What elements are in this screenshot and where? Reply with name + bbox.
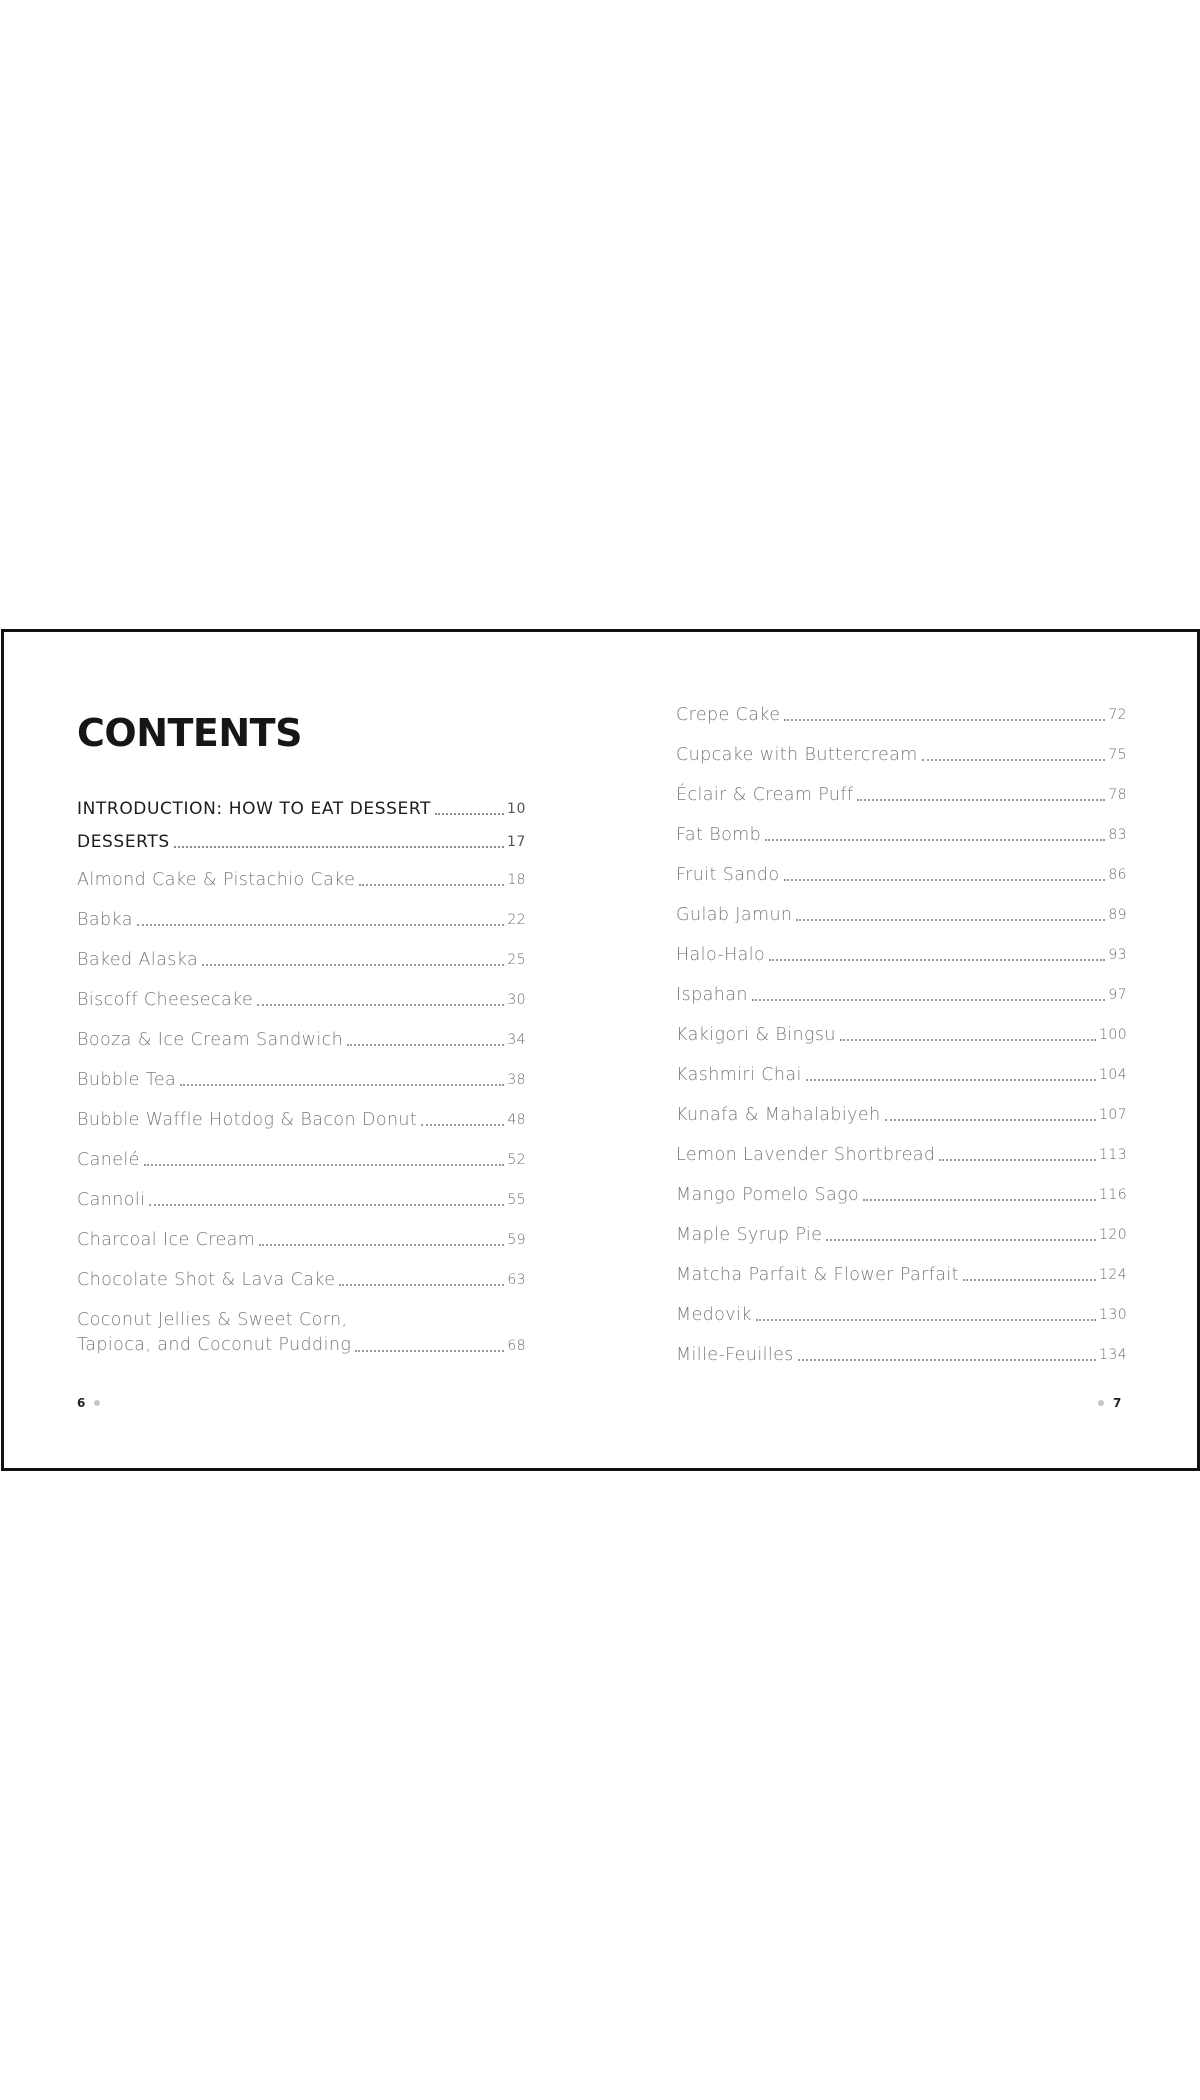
toc-entry[interactable] <box>77 948 526 972</box>
toc-entry-page-number: 93 <box>1108 947 1127 963</box>
toc-dot-leader <box>796 919 1105 921</box>
toc-dot-leader <box>339 1284 504 1286</box>
toc-dot-leader <box>765 839 1105 841</box>
toc-entry[interactable] <box>77 1268 526 1292</box>
toc-entry-page-number: 30 <box>507 992 526 1008</box>
toc-entry-page-number: 68 <box>507 1338 526 1354</box>
toc-entry[interactable] <box>676 1023 1127 1047</box>
toc-dot-leader <box>137 924 505 926</box>
toc-dot-leader <box>359 884 504 886</box>
toc-entry-title: Kunafa & Mahalabiyeh <box>676 1105 881 1125</box>
toc-entry[interactable] <box>676 983 1127 1007</box>
toc-dot-leader <box>784 879 1106 881</box>
toc-entry[interactable] <box>676 823 1127 847</box>
toc-dot-leader <box>756 1319 1096 1321</box>
toc-entry-page-number: 100 <box>1099 1027 1127 1043</box>
left-page-folio <box>77 1396 100 1410</box>
toc-entry-title: Charcoal Ice Cream <box>77 1230 256 1250</box>
toc-dot-leader <box>922 759 1106 761</box>
toc-entry-title: Gulab Jamun <box>676 905 793 925</box>
toc-entry-page-number: 130 <box>1099 1307 1127 1323</box>
toc-entry-title: Bubble Tea <box>77 1070 177 1090</box>
toc-entry-page-number: 124 <box>1099 1267 1127 1283</box>
toc-dot-leader <box>174 846 504 848</box>
toc-entry-page-number: 55 <box>507 1192 526 1208</box>
toc-entry-title: Fat Bomb <box>676 825 762 845</box>
toc-dot-leader <box>435 813 504 815</box>
toc-dot-leader <box>863 1199 1096 1201</box>
toc-entry[interactable] <box>676 783 1127 807</box>
toc-entry[interactable] <box>77 1028 526 1052</box>
toc-entry-title: Cupcake with Buttercream <box>676 745 918 765</box>
toc-entry[interactable] <box>676 703 1127 727</box>
toc-entry-page-number: 107 <box>1099 1107 1127 1123</box>
toc-dot-leader <box>885 1119 1097 1121</box>
toc-entry-title: Kakigori & Bingsu <box>676 1025 836 1045</box>
toc-dot-leader <box>769 959 1105 961</box>
toc-entry-page-number: 86 <box>1108 867 1127 883</box>
book-spread <box>1 629 1200 1471</box>
toc-entry-title: Canelé <box>77 1150 140 1170</box>
toc-dot-leader <box>257 1004 504 1006</box>
toc-entry-title: Crepe Cake <box>676 705 781 725</box>
left-page-number: 6 <box>77 1396 86 1410</box>
toc-entry-page-number: 34 <box>507 1032 526 1048</box>
toc-entry-title: Ispahan <box>676 985 748 1005</box>
toc-entry[interactable] <box>77 1228 526 1252</box>
toc-entry-title: INTRODUCTION: HOW TO EAT DESSERT <box>77 799 432 819</box>
toc-entry-page-number: 97 <box>1108 987 1127 1003</box>
contents-heading: CONTENTS <box>77 711 302 755</box>
toc-dot-leader <box>421 1124 504 1126</box>
toc-dot-leader <box>347 1044 504 1046</box>
toc-dot-leader <box>840 1039 1096 1041</box>
toc-entry-page-number: 48 <box>507 1112 526 1128</box>
toc-dot-leader <box>939 1159 1096 1161</box>
toc-entry-title: Biscoff Cheesecake <box>77 990 254 1010</box>
folio-dot-icon <box>94 1400 100 1406</box>
toc-entry-page-number: 104 <box>1099 1067 1127 1083</box>
toc-entry-page-number: 113 <box>1099 1147 1127 1163</box>
toc-dot-leader <box>857 799 1105 801</box>
toc-dot-leader <box>798 1359 1096 1361</box>
toc-dot-leader <box>784 719 1105 721</box>
toc-entry-title: Medovik <box>676 1305 752 1325</box>
toc-entry[interactable] <box>676 1303 1127 1327</box>
toc-entry[interactable] <box>676 1143 1127 1167</box>
toc-entry-title: Chocolate Shot & Lava Cake <box>77 1270 336 1290</box>
toc-entry[interactable] <box>77 988 526 1012</box>
toc-entry-title: DESSERTS <box>77 832 170 852</box>
toc-dot-leader <box>202 964 504 966</box>
toc-entry-page-number: 134 <box>1099 1347 1127 1363</box>
toc-entry-title: Cannoli <box>77 1190 146 1210</box>
right-page-number: 7 <box>1113 1396 1122 1410</box>
toc-entry-page-number: 120 <box>1099 1227 1127 1243</box>
toc-entry-page-number: 75 <box>1108 747 1127 763</box>
toc-entry[interactable] <box>77 908 526 932</box>
toc-dot-leader <box>826 1239 1096 1241</box>
toc-entry-page-number: 10 <box>506 801 526 817</box>
toc-entry-page-number: 78 <box>1108 787 1127 803</box>
toc-entry-title: Booza & Ice Cream Sandwich <box>77 1030 344 1050</box>
toc-entry[interactable] <box>676 1263 1127 1287</box>
toc-section-entry[interactable] <box>77 797 526 821</box>
toc-entry[interactable] <box>676 863 1127 887</box>
toc-entry-page-number: 25 <box>507 952 526 968</box>
toc-dot-leader <box>752 999 1106 1001</box>
toc-entry-page-number: 38 <box>507 1072 526 1088</box>
toc-dot-leader <box>963 1279 1096 1281</box>
toc-dot-leader <box>259 1244 504 1246</box>
folio-dot-icon <box>1098 1400 1104 1406</box>
toc-entry-title: Halo-Halo <box>676 945 766 965</box>
toc-entry[interactable] <box>77 1308 526 1358</box>
toc-entry[interactable] <box>77 868 526 892</box>
toc-entry-page-number: 18 <box>507 872 526 888</box>
toc-dot-leader <box>180 1084 504 1086</box>
toc-entry-title: Fruit Sando <box>676 865 780 885</box>
toc-entry[interactable] <box>676 1183 1127 1207</box>
toc-entry-page-number: 22 <box>507 912 526 928</box>
toc-entry-page-number: 63 <box>507 1272 526 1288</box>
toc-entry[interactable] <box>77 1068 526 1092</box>
toc-entry-page-number: 17 <box>506 834 526 850</box>
toc-entry-page-number: 59 <box>507 1232 526 1248</box>
toc-entry[interactable] <box>77 1148 526 1172</box>
toc-entry[interactable] <box>676 743 1127 767</box>
toc-dot-leader <box>149 1204 504 1206</box>
toc-entry[interactable] <box>77 1188 526 1212</box>
toc-entry-title: Éclair & Cream Puff <box>676 785 854 805</box>
toc-entry-page-number: 72 <box>1108 707 1127 723</box>
toc-entry-title: Almond Cake & Pistachio Cake <box>77 870 356 890</box>
toc-dot-leader <box>806 1079 1096 1081</box>
toc-entry[interactable] <box>676 1063 1127 1087</box>
toc-entry-title: Kashmiri Chai <box>676 1065 802 1085</box>
toc-entry-title: Coconut Jellies & Sweet Corn, Tapioca, and Coconut Pudding <box>77 1310 352 1355</box>
toc-entry-title: Baked Alaska <box>77 950 199 970</box>
toc-entry-page-number: 89 <box>1108 907 1127 923</box>
toc-entry[interactable] <box>676 903 1127 927</box>
toc-section-entry[interactable] <box>77 830 526 854</box>
toc-entry-title: Bubble Waffle Hotdog & Bacon Donut <box>77 1110 418 1130</box>
toc-entry[interactable] <box>676 1223 1127 1247</box>
toc-entry-title: Maple Syrup Pie <box>676 1225 823 1245</box>
toc-entry-page-number: 83 <box>1108 827 1127 843</box>
toc-entry-title: Matcha Parfait & Flower Parfait <box>676 1265 959 1285</box>
toc-entry-title: Mille-Feuilles <box>676 1345 794 1365</box>
toc-entry[interactable] <box>676 1103 1127 1127</box>
toc-entry-title: Lemon Lavender Shortbread <box>676 1145 936 1165</box>
toc-entry-title: Babka <box>77 910 133 930</box>
right-page-folio <box>1098 1396 1121 1410</box>
toc-entry[interactable] <box>676 943 1127 967</box>
toc-entry[interactable] <box>676 1343 1127 1367</box>
toc-entry-page-number: 52 <box>507 1152 526 1168</box>
toc-entry-page-number: 116 <box>1099 1187 1127 1203</box>
toc-dot-leader <box>144 1164 505 1166</box>
toc-entry-title: Mango Pomelo Sago <box>676 1185 860 1205</box>
toc-entry[interactable] <box>77 1108 526 1132</box>
toc-dot-leader <box>355 1350 504 1352</box>
